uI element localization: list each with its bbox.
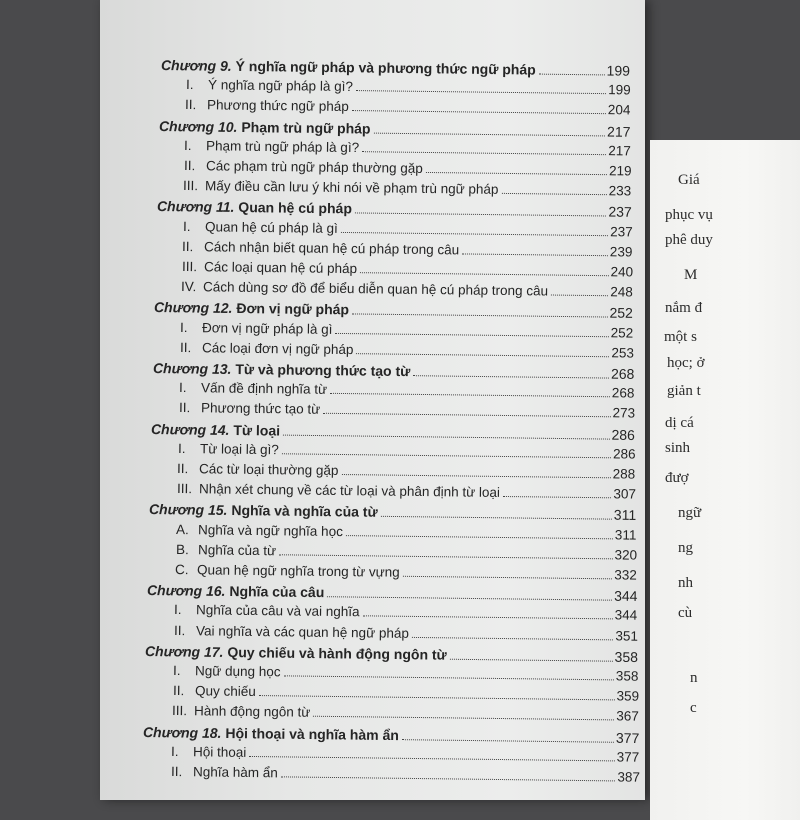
- toc-section-row: [179, 399, 635, 423]
- section-title: Quan hệ ngữ nghĩa trong từ vựng: [197, 562, 401, 580]
- page-number: 248: [610, 284, 634, 300]
- dot-leader: [250, 756, 615, 761]
- section-number: II.: [185, 97, 197, 113]
- page-number: 311: [614, 526, 637, 543]
- section-title: Cách nhận biết quan hệ cú pháp trong câu: [204, 239, 460, 258]
- page-number: 217: [608, 142, 632, 159]
- facing-page-text: đượ: [665, 470, 689, 486]
- page-number: 344: [613, 587, 638, 605]
- dot-leader: [503, 496, 611, 498]
- chapter-heading: [153, 359, 411, 380]
- section-heading: [171, 743, 247, 762]
- section-heading: [174, 622, 409, 643]
- page-number: 199: [606, 62, 631, 79]
- facing-page-text: sinh: [665, 440, 691, 456]
- dot-leader: [284, 675, 614, 680]
- chapter-number: Chương 17.: [145, 642, 224, 660]
- section-title: Nghĩa hàm ẩn: [192, 764, 278, 781]
- section-title: Vấn đề định nghĩa từ: [201, 380, 328, 397]
- section-title: Quy chiếu: [194, 683, 256, 700]
- section-title: Cách dùng sơ đồ để biểu diễn quan hệ cú pháp trong câu: [203, 279, 549, 299]
- dot-leader: [279, 554, 613, 559]
- section-number: III.: [183, 178, 199, 194]
- toc-section-row: [185, 96, 631, 119]
- section-heading: [185, 76, 352, 96]
- dot-leader: [356, 353, 609, 357]
- dot-leader: [336, 332, 609, 336]
- page-number: 311: [613, 507, 637, 524]
- toc-section-row: [183, 177, 631, 200]
- section-number: II.: [172, 683, 185, 699]
- dot-leader: [363, 616, 613, 620]
- page-number: 273: [612, 405, 635, 421]
- toc-section-row: [174, 622, 638, 646]
- page-number: 377: [617, 749, 640, 765]
- section-title: Các loại đơn vị ngữ pháp: [201, 340, 354, 357]
- page-number: 359: [616, 688, 639, 704]
- section-heading: [180, 319, 333, 339]
- chapter-number: Chương 11.: [157, 198, 235, 216]
- section-title: Quan hệ cú pháp là gì: [204, 218, 338, 236]
- chapter-number: Chương 12.: [154, 299, 234, 317]
- chapter-heading: [149, 500, 378, 521]
- page-number: 351: [615, 627, 639, 644]
- page-number: 377: [615, 729, 640, 746]
- section-title: Hội thoại: [193, 744, 247, 760]
- facing-page-text: M: [684, 267, 698, 283]
- section-number: I.: [182, 218, 191, 234]
- section-number: III.: [172, 703, 188, 719]
- section-heading: [179, 399, 320, 419]
- facing-page-text: c: [690, 700, 697, 716]
- section-title: Ý nghĩa ngữ pháp là gì?: [207, 77, 353, 95]
- section-heading: [175, 561, 400, 582]
- page-number: 252: [609, 304, 634, 322]
- section-number: I.: [179, 380, 187, 396]
- toc-section-row: [171, 763, 640, 787]
- facing-page-text: phục vụ: [665, 207, 713, 223]
- chapter-number: Chương 16.: [146, 582, 226, 600]
- section-title: Ngữ dụng học: [195, 663, 281, 680]
- toc-section-row: [175, 561, 637, 585]
- toc-section-row: [182, 218, 632, 241]
- section-heading: [183, 177, 499, 199]
- section-number: II.: [173, 622, 186, 638]
- toc-section-row: [178, 440, 636, 464]
- chapter-number: Chương 15.: [148, 501, 228, 519]
- section-heading: [176, 521, 343, 541]
- section-number: B.: [175, 541, 189, 557]
- section-heading: [185, 96, 349, 116]
- section-heading: [184, 137, 359, 157]
- chapter-heading: [161, 56, 536, 79]
- section-title: Các loại quan hệ cú pháp: [203, 259, 357, 277]
- page-number: 253: [611, 345, 635, 361]
- section-heading: [173, 662, 281, 681]
- facing-page-text: Giá: [678, 172, 700, 188]
- page-number: 233: [609, 183, 632, 199]
- facing-page-text: dị cá: [665, 415, 694, 431]
- dot-leader: [352, 314, 608, 318]
- dot-leader: [381, 516, 612, 520]
- page-number: 307: [613, 486, 637, 502]
- section-number: I.: [184, 137, 192, 153]
- section-title: Nhận xét chung về các từ loại và phân định từ loại: [198, 481, 501, 501]
- facing-page-text: n: [690, 670, 698, 686]
- facing-page-text: ng: [678, 540, 693, 556]
- section-title: Các phạm trù ngữ pháp thường gặp: [205, 158, 423, 176]
- section-heading: [184, 157, 423, 178]
- page-number: 332: [614, 567, 638, 583]
- page-number: 199: [607, 82, 631, 98]
- chapter-number: Chương 18.: [142, 723, 222, 741]
- section-number: II.: [183, 158, 196, 174]
- chapter-title: Quy chiếu và hành động ngôn từ: [227, 643, 448, 663]
- chapter-title: Ý nghĩa ngữ pháp và phương thức ngữ pháp: [235, 57, 536, 78]
- section-title: Nghĩa của câu và vai nghĩa: [196, 602, 361, 620]
- dot-leader: [352, 110, 606, 114]
- page-number: 204: [607, 102, 631, 118]
- section-heading: [174, 601, 360, 621]
- page-number: 219: [608, 163, 632, 179]
- chapter-title: Từ loại: [233, 421, 281, 439]
- section-title: Vai nghĩa và các quan hệ ngữ pháp: [195, 622, 410, 641]
- page-number: 286: [611, 426, 636, 443]
- page-number: 288: [613, 466, 636, 482]
- page-number: 358: [615, 668, 639, 684]
- page-number: 237: [609, 223, 633, 240]
- dot-leader: [362, 151, 606, 155]
- section-title: Phương thức ngữ pháp: [207, 97, 350, 115]
- section-number: I.: [174, 602, 183, 618]
- page-number: 320: [614, 547, 637, 563]
- dot-leader: [355, 213, 606, 217]
- dot-leader: [340, 232, 607, 236]
- toc-section-row: [172, 702, 639, 726]
- section-number: II.: [170, 764, 183, 780]
- section-number: II.: [177, 461, 189, 477]
- section-title: Hành động ngôn từ: [194, 703, 311, 721]
- chapter-title: Đơn vị ngữ pháp: [236, 300, 350, 318]
- facing-page-text: giản t: [667, 383, 701, 399]
- page-number: 387: [617, 769, 641, 785]
- dot-leader: [462, 253, 608, 256]
- dot-leader: [330, 393, 610, 397]
- dot-leader: [551, 295, 608, 297]
- chapter-title: Nghĩa và nghĩa của từ: [231, 502, 378, 521]
- toc-section-row: [180, 319, 633, 343]
- dot-leader: [539, 74, 605, 76]
- page-number: 252: [611, 324, 634, 341]
- page-number: 268: [611, 385, 635, 401]
- facing-page-text: nh: [678, 575, 693, 591]
- chapter-title: Phạm trù ngữ pháp: [241, 118, 371, 137]
- section-number: II.: [179, 339, 192, 355]
- chapter-heading: [147, 581, 325, 601]
- section-title: Từ loại là gì?: [199, 441, 279, 458]
- toc-section-row: [174, 601, 637, 625]
- dot-leader: [426, 172, 607, 175]
- section-heading: [182, 238, 459, 259]
- page-number: 237: [608, 203, 633, 221]
- facing-page-text: cù: [678, 605, 693, 621]
- dot-leader: [412, 637, 614, 640]
- dot-leader: [258, 695, 614, 700]
- chapter-heading: [143, 723, 399, 744]
- section-number: I.: [180, 319, 189, 335]
- page-number: 367: [616, 708, 640, 725]
- section-heading: [172, 702, 311, 722]
- chapter-title: Hội thoại và nghĩa hàm ẩn: [225, 724, 400, 743]
- section-heading: [177, 480, 500, 502]
- dot-leader: [283, 434, 609, 439]
- chapter-title: Từ và phương thức tạo từ: [235, 361, 411, 380]
- dot-leader: [281, 776, 616, 781]
- section-heading: [176, 541, 276, 560]
- page-number: 358: [614, 648, 639, 665]
- section-number: I.: [173, 663, 181, 679]
- facing-page-text: một s: [664, 329, 697, 345]
- section-number: III.: [181, 259, 197, 275]
- toc-section-row: [184, 137, 631, 160]
- section-title: Các từ loại thường gặp: [199, 461, 340, 478]
- page-number: 239: [609, 244, 633, 260]
- chapter-heading: [159, 117, 371, 138]
- chapter-heading: [151, 420, 280, 440]
- section-number: A.: [176, 521, 190, 537]
- dot-leader: [450, 659, 613, 662]
- dot-leader: [502, 193, 607, 195]
- facing-page-text: ngữ: [678, 505, 702, 521]
- chapter-heading: [157, 197, 352, 217]
- page-number: 286: [612, 446, 636, 462]
- section-heading: [173, 682, 256, 701]
- section-heading: [180, 339, 354, 359]
- chapter-number: Chương 14.: [151, 420, 230, 438]
- section-title: Nghĩa và ngữ nghĩa học: [198, 521, 344, 539]
- chapter-number: Chương 13.: [152, 360, 232, 377]
- section-heading: [182, 218, 337, 238]
- section-title: Nghĩa của từ: [197, 542, 276, 559]
- section-heading: [179, 379, 327, 399]
- dot-leader: [355, 90, 605, 94]
- section-number: II.: [182, 238, 194, 254]
- dot-leader: [413, 375, 609, 378]
- chapter-title: Nghĩa của câu: [229, 583, 325, 601]
- chapter-heading: [154, 298, 349, 318]
- dot-leader: [327, 596, 612, 600]
- dot-leader: [374, 132, 606, 136]
- dot-leader: [346, 535, 613, 539]
- dot-leader: [403, 576, 613, 580]
- section-heading: [177, 460, 339, 480]
- facing-page-text: phê duy: [665, 232, 713, 248]
- dot-leader: [360, 272, 608, 276]
- chapter-number: Chương 9.: [160, 57, 232, 74]
- facing-page-text: học; ở: [667, 355, 705, 371]
- section-title: Phạm trù ngữ pháp là gì?: [206, 138, 360, 155]
- toc-section-row: [176, 521, 637, 545]
- page-number: 240: [610, 264, 633, 280]
- dot-leader: [342, 474, 611, 478]
- section-title: Mấy điều cần lưu ý khi nói về phạm trù ngữ pháp: [205, 178, 499, 198]
- section-heading: [171, 763, 278, 782]
- section-heading: [181, 278, 548, 300]
- toc-section-row: [180, 339, 634, 363]
- section-title: Đơn vị ngữ pháp là gì: [202, 319, 333, 337]
- toc-section-row: [182, 238, 633, 262]
- dot-leader: [314, 716, 615, 721]
- section-number: I.: [171, 743, 180, 759]
- section-number: I.: [177, 440, 186, 456]
- section-heading: [182, 258, 357, 278]
- page-number: 344: [615, 607, 638, 624]
- facing-page-text: nắm đ: [665, 300, 703, 316]
- section-number: II.: [178, 400, 191, 416]
- dot-leader: [282, 453, 611, 458]
- page-number: 268: [610, 365, 635, 382]
- section-number: C.: [175, 562, 189, 578]
- section-number: IV.: [181, 279, 197, 295]
- dot-leader: [323, 413, 610, 418]
- section-heading: [178, 440, 279, 459]
- page-number: 217: [607, 123, 631, 140]
- section-title: Phương thức tạo từ: [200, 400, 321, 418]
- section-number: III.: [176, 481, 193, 497]
- chapter-title: Quan hệ cú pháp: [238, 199, 353, 217]
- section-number: I.: [185, 77, 194, 93]
- chapter-heading: [145, 642, 447, 664]
- chapter-number: Chương 10.: [159, 117, 238, 135]
- dot-leader: [402, 739, 614, 743]
